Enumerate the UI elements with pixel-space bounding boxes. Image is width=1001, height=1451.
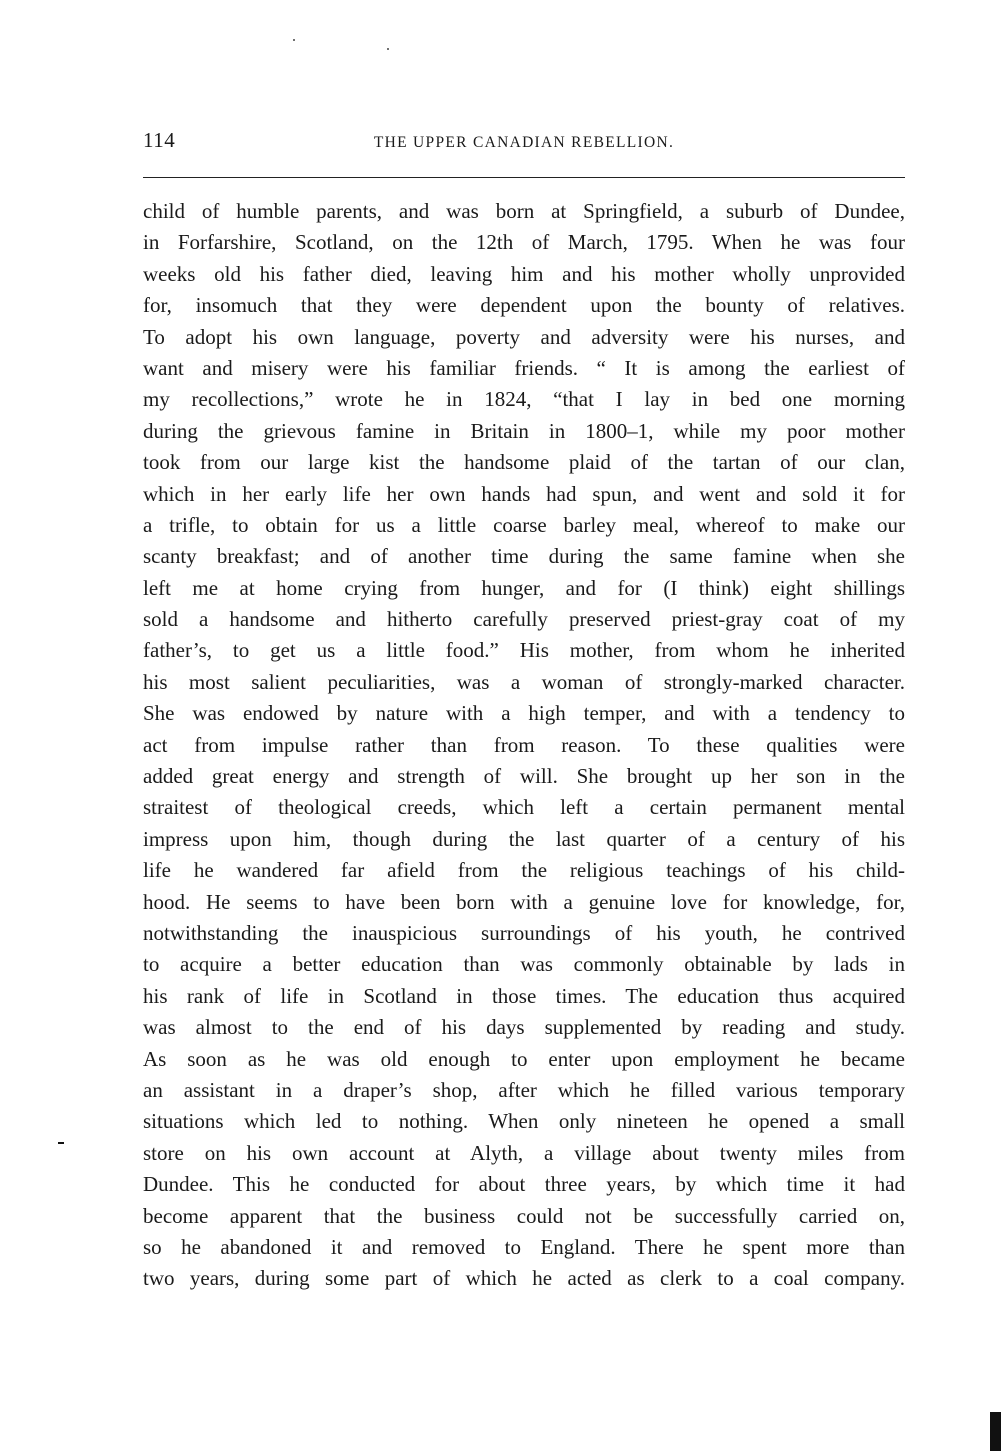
text-line: sold a handsome and hitherto carefully preserved priest-gray coat of my xyxy=(143,607,905,632)
page-header xyxy=(143,128,905,158)
header-rule xyxy=(143,177,905,178)
text-line: an assistant in a draper’s shop, after which he filled various temporary xyxy=(143,1077,905,1102)
text-line: notwithstanding the inauspicious surroundings of his youth, he contrived xyxy=(143,920,905,945)
text-line: two years, during some part of which he acted as clerk to a coal company. xyxy=(143,1266,905,1291)
text-line: To adopt his own language, poverty and adversity were his nurses, and xyxy=(143,324,905,349)
text-line: to acquire a better education than was commonly obtainable by lads in xyxy=(143,952,905,977)
text-line: took from our large kist the handsome plaid of the tartan of our clan, xyxy=(143,450,905,475)
text-line: weeks old his father died, leaving him and his mother wholly unprovided xyxy=(143,261,905,286)
scan-speck xyxy=(387,48,389,50)
text-line: impress upon him, though during the last quarter of a century of his xyxy=(143,826,905,851)
text-line: father’s, to get us a little food.” His mother, from whom he inherited xyxy=(143,638,905,663)
text-line: act from impulse rather than from reason. To these qualities were xyxy=(143,732,905,757)
text-line: for, insomuch that they were dependent upon the bounty of relatives. xyxy=(143,293,905,318)
text-line: which in her early life her own hands had spun, and went and sold it for xyxy=(143,481,905,506)
text-line: his most salient peculiarities, was a woman of strongly-marked character. xyxy=(143,669,905,694)
text-line: Dundee. This he conducted for about three years, by which time it had xyxy=(143,1172,905,1197)
text-line: She was endowed by nature with a high temper, and with a tendency to xyxy=(143,701,905,726)
text-line: store on his own account at Alyth, a village about twenty miles from xyxy=(143,1140,905,1165)
scan-speck xyxy=(293,39,295,41)
page-number: 114 xyxy=(143,128,176,152)
text-line: in Forfarshire, Scotland, on the 12th of March, 1795. When he was four xyxy=(143,230,905,255)
text-line: his rank of life in Scotland in those times. The education thus acquired xyxy=(143,983,905,1008)
text-line: hood. He seems to have been born with a genuine love for knowledge, for, xyxy=(143,889,905,914)
text-line: As soon as he was old enough to enter upon employment he became xyxy=(143,1046,905,1071)
text-line: want and misery were his familiar friends. “ It is among the earliest of xyxy=(143,355,905,380)
scan-edge-mark xyxy=(58,1142,64,1144)
text-line: a trifle, to obtain for us a little coarse barley meal, whereof to make our xyxy=(143,512,905,537)
text-line: become apparent that the business could not be successfully carried on, xyxy=(143,1203,905,1228)
running-title: THE UPPER CANADIAN REBELLION. xyxy=(373,134,675,151)
text-line: added great energy and strength of will. She brought up her son in the xyxy=(143,764,905,789)
text-line: child of humble parents, and was born at Springfield, a suburb of Dundee, xyxy=(143,199,905,223)
text-line: straitest of theological creeds, which left a certain permanent mental xyxy=(143,795,905,820)
text-line: situations which led to nothing. When only nineteen he opened a small xyxy=(143,1109,905,1134)
text-line: life he wandered far afield from the religious teachings of his child- xyxy=(143,858,905,883)
scan-edge-mark xyxy=(990,1412,1001,1451)
body-text xyxy=(143,196,905,1295)
text-line: during the grievous famine in Britain in 1800–1, while my poor mother xyxy=(143,418,905,443)
text-line: my recollections,” wrote he in 1824, “that I lay in bed one morning xyxy=(143,387,905,412)
text-line: left me at home crying from hunger, and for (I think) eight shillings xyxy=(143,575,905,600)
text-line: so he abandoned it and removed to England. There he spent more than xyxy=(143,1234,905,1259)
text-line: was almost to the end of his days supplemented by reading and study. xyxy=(143,1015,905,1040)
text-line: scanty breakfast; and of another time during the same famine when she xyxy=(143,544,905,569)
